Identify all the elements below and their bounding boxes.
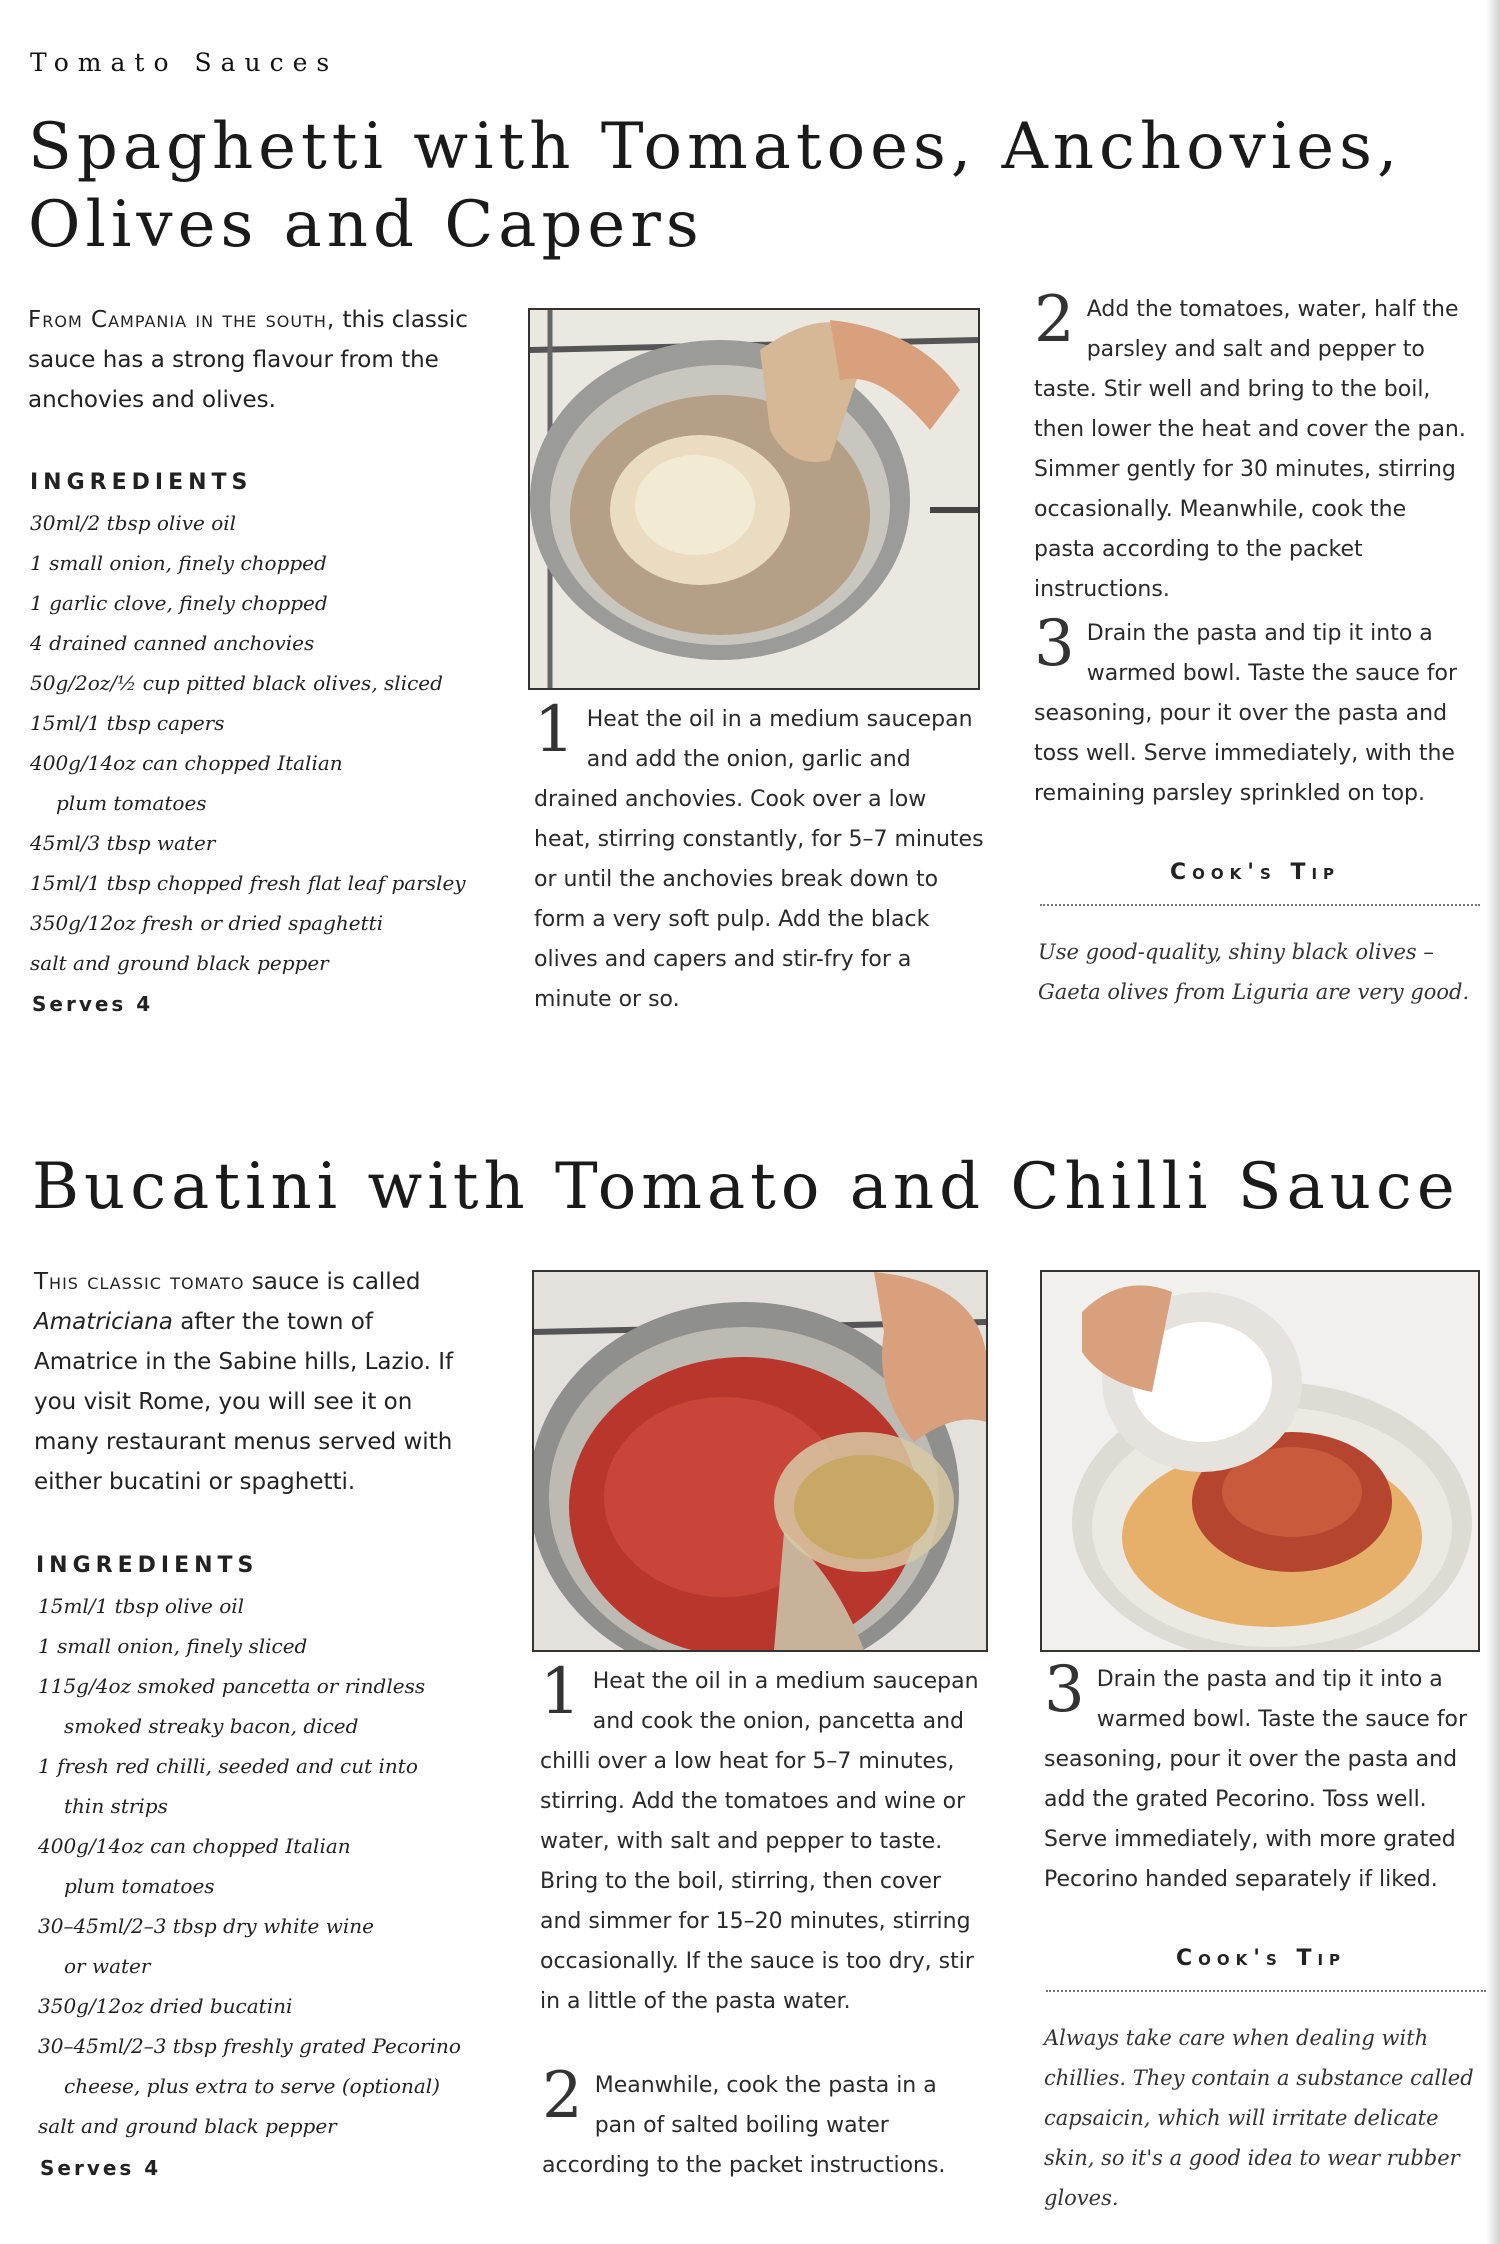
recipe2-intro-italic: Amatriciana [34, 1309, 173, 1335]
recipe1-title-line1: Spaghetti with Tomatoes, Anchovies, [28, 110, 1403, 184]
recipe2-intro [34, 1262, 474, 1502]
recipe1-step2 [1034, 283, 1474, 610]
recipe1-step1-photo [528, 308, 980, 690]
recipe1-step3-text: Drain the pasta and tip it into a warmed bowl. Taste the sauce for seasoning, pour it over the pasta and toss well. Serve immediately, with the remaining parsley sprinkled on top. [1034, 621, 1458, 806]
recipe2-ingredients-list [38, 1586, 461, 2146]
ingredient-item: 400g/14oz can chopped Italian [38, 1834, 351, 1858]
ingredient-item: 1 small onion, finely chopped [30, 551, 327, 575]
recipe2-cooks-tip-heading: Cook's Tip [1175, 1946, 1347, 1971]
ingredient-item: salt and ground black pepper [30, 951, 329, 975]
recipe2-step1 [540, 1655, 988, 2022]
ingredient-item: 15ml/1 tbsp chopped fresh flat leaf parsley [30, 871, 466, 895]
recipe2-step2-number: 2 [542, 2059, 583, 2133]
ingredient-item: or water [64, 1954, 151, 1978]
ingredient-item: 15ml/1 tbsp olive oil [38, 1594, 245, 1618]
saucepan-tomato-illustration [534, 1272, 986, 1650]
recipe2-step1-number: 1 [540, 1655, 581, 1729]
recipe2-step1-text: Heat the oil in a medium saucepan and cook the onion, pancetta and chilli over a low heat for 5–7 minutes, stirring. Add the tomatoes and wine or water, with salt and pepper to taste. Bring to the boil, stirring, then cover and simmer for 15–20 minutes, stirring occasionally. If the sauce is too dry, stir in a little of the pasta water. [540, 1669, 979, 2014]
recipe1-step2-number: 2 [1034, 283, 1075, 357]
recipe1-tip-divider [1040, 904, 1480, 906]
recipe1-step2-text: Add the tomatoes, water, half the parsley and salt and pepper to taste. Stir well and bring to the boil, then lower the heat and cover the pan. Simmer gently for 30 minutes, stirring occasionally. Meanwhile, cook the pasta according to the packet instructions. [1034, 297, 1466, 602]
ingredient-item: 350g/12oz fresh or dried spaghetti [30, 911, 384, 935]
page-edge-shadow [1486, 0, 1500, 2244]
recipe2-step3-photo [1040, 1270, 1480, 1652]
ingredient-item: 1 garlic clove, finely chopped [30, 591, 328, 615]
recipe1-ingredients-heading: INGREDIENTS [30, 470, 253, 495]
ingredient-item: 400g/14oz can chopped Italian [30, 751, 343, 775]
recipe2-tip-divider [1046, 1990, 1486, 1992]
ingredient-item: plum tomatoes [56, 791, 207, 815]
ingredient-item: thin strips [64, 1794, 168, 1818]
recipe1-intro-rest: this classic sauce has a strong flavour from the anchovies and olives. [28, 307, 468, 413]
saucepan-onions-illustration [530, 310, 978, 688]
recipe1-step3-number: 3 [1034, 607, 1075, 681]
section-label: Tomato Sauces [30, 48, 339, 77]
recipe1-step1-number: 1 [534, 693, 575, 767]
recipe1-intro [28, 300, 468, 420]
ingredient-item: 1 fresh red chilli, seeded and cut into [38, 1754, 418, 1778]
ingredient-item: 350g/12oz dried bucatini [38, 1994, 293, 2018]
recipe1-intro-lead: From Campania in the south, [28, 307, 336, 333]
recipe2-step3-number: 3 [1044, 1653, 1085, 1727]
ingredient-item: 30ml/2 tbsp olive oil [30, 511, 237, 535]
ingredient-item: smoked streaky bacon, diced [64, 1714, 359, 1738]
recipe2-intro-lead: This classic tomato [34, 1269, 245, 1295]
recipe1-cooks-tip-heading: Cook's Tip [1169, 860, 1341, 885]
recipe1-step3 [1034, 607, 1474, 814]
pasta-bowl-illustration [1042, 1272, 1478, 1650]
recipe1-step1 [534, 693, 984, 1020]
recipe1-ingredients-list [30, 503, 466, 983]
recipe2-step3-text: Drain the pasta and tip it into a warmed bowl. Taste the sauce for seasoning, pour it over the pasta and add the grated Pecorino. Toss well. Serve immediately, with more grated Pecorino handed separately if liked. [1044, 1667, 1468, 1892]
recipe2-step1-photo [532, 1270, 988, 1652]
ingredient-item: cheese, plus extra to serve (optional) [64, 2074, 440, 2098]
recipe1-step1-text: Heat the oil in a medium saucepan and add the onion, garlic and drained anchovies. Cook over a low heat, stirring constantly, for 5–7 minutes or until the anchovies break down to form a very soft pulp. Add the black olives and capers and stir-fry for a minute or so. [534, 707, 984, 1012]
ingredient-item: 4 drained canned anchovies [30, 631, 315, 655]
ingredient-item: 30–45ml/2–3 tbsp dry white wine [38, 1914, 374, 1938]
ingredient-item: 45ml/3 tbsp water [30, 831, 216, 855]
ingredient-item: plum tomatoes [64, 1874, 215, 1898]
recipe2-intro-end: after the town of Amatrice in the Sabine hills, Lazio. If you visit Rome, you will see it on many restaurant menus served with either bucatini or spaghetti. [34, 1309, 454, 1495]
ingredient-item: 115g/4oz smoked pancetta or rindless [38, 1674, 426, 1698]
recipe2-serves: Serves 4 [40, 2156, 162, 2180]
ingredient-item: 30–45ml/2–3 tbsp freshly grated Pecorino [38, 2034, 461, 2058]
ingredient-item: salt and ground black pepper [38, 2114, 337, 2138]
recipe1-cooks-tip: Use good-quality, shiny black olives – Gaeta olives from Liguria are very good. [1038, 940, 1470, 1004]
recipe2-title: Bucatini with Tomato and Chilli Sauce [32, 1150, 1460, 1224]
recipe2-step2-text: Meanwhile, cook the pasta in a pan of salted boiling water according to the packet instructions. [542, 2073, 946, 2178]
recipe2-step2 [542, 2059, 982, 2186]
recipe2-intro-rest: sauce is called [244, 1269, 421, 1295]
recipe2-step3 [1044, 1653, 1484, 1900]
ingredient-item: 50g/2oz/½ cup pitted black olives, sliced [30, 671, 443, 695]
ingredient-item: 1 small onion, finely sliced [38, 1634, 308, 1658]
recipe2-ingredients-heading: INGREDIENTS [36, 1553, 259, 1578]
recipe1-title-line2: Olives and Capers [28, 188, 704, 262]
recipe2-cooks-tip: Always take care when dealing with chillies. They contain a substance called capsaicin, which will irritate delicate skin, so it's a good idea to wear rubber gloves. [1044, 2026, 1474, 2210]
ingredient-item: 15ml/1 tbsp capers [30, 711, 225, 735]
recipe1-title [28, 108, 1402, 264]
recipe1-serves: Serves 4 [32, 992, 154, 1016]
